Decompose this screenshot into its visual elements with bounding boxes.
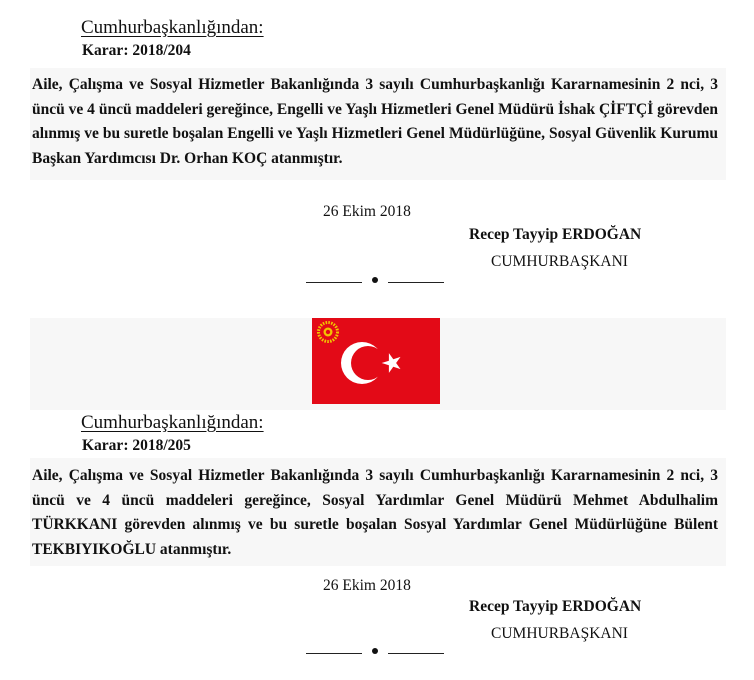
separator-line-left (306, 653, 362, 654)
separator-dot-icon (372, 277, 378, 283)
separator-1 (306, 276, 444, 283)
decree-1-date: 26 Ekim 2018 (323, 203, 411, 220)
decree-2-number: Karar: 2018/205 (82, 437, 191, 454)
decree-1-body: Aile, Çalışma ve Sosyal Hizmetler Bakanlığında 3 sayılı Cumhurbaşkanlığı Kararnamesinin 2 nci, 3 üncü ve 4 üncü maddeleri gereğince, Engelli ve Yaşlı Hizmetleri Genel Müdürü İshak ÇİFTÇİ görevden alınmış ve bu suretle boşalan Engelli ve Yaşlı Hizmetleri Genel Müdürlüğüne, Sosyal Güvenlik Kurumu Başkan Yardımcısı Dr. Orhan KOÇ atanmıştır. (32, 76, 718, 167)
separator-line-left (306, 282, 362, 283)
decree-2-body: Aile, Çalışma ve Sosyal Hizmetler Bakanlığında 3 sayılı Cumhurbaşkanlığı Kararnamesinin 2 nci, 3 üncü ve 4 üncü maddeleri gereğince, Sosyal Yardımlar Genel Müdürü Mehmet Abdulhalim TÜRKKANI görevden alınmış ve bu suretle boşalan Sosyal Yardımlar Genel Müdürlüğüne Bülent TEKBIYIKOĞLU atanmıştır. (32, 467, 718, 558)
decree-1-heading: Cumhurbaşkanlığından: (81, 17, 264, 38)
flag-crescent-inner (351, 346, 385, 380)
decree-2-signer: Recep Tayyip ERDOĞAN (469, 598, 642, 615)
decree-2-date: 26 Ekim 2018 (323, 577, 411, 594)
separator-line-right (388, 282, 444, 283)
decree-1-signer: Recep Tayyip ERDOĞAN (469, 226, 642, 243)
decree-2-signer-title: CUMHURBAŞKANI (491, 625, 628, 642)
decree-1-signer-title: CUMHURBAŞKANI (491, 253, 628, 270)
separator-line-right (388, 653, 444, 654)
separator-2 (306, 647, 444, 654)
turkish-flag-icon (312, 318, 440, 404)
separator-dot-icon (372, 648, 378, 654)
decree-1-number: Karar: 2018/204 (82, 42, 191, 59)
decree-2-heading: Cumhurbaşkanlığından: (81, 412, 264, 433)
